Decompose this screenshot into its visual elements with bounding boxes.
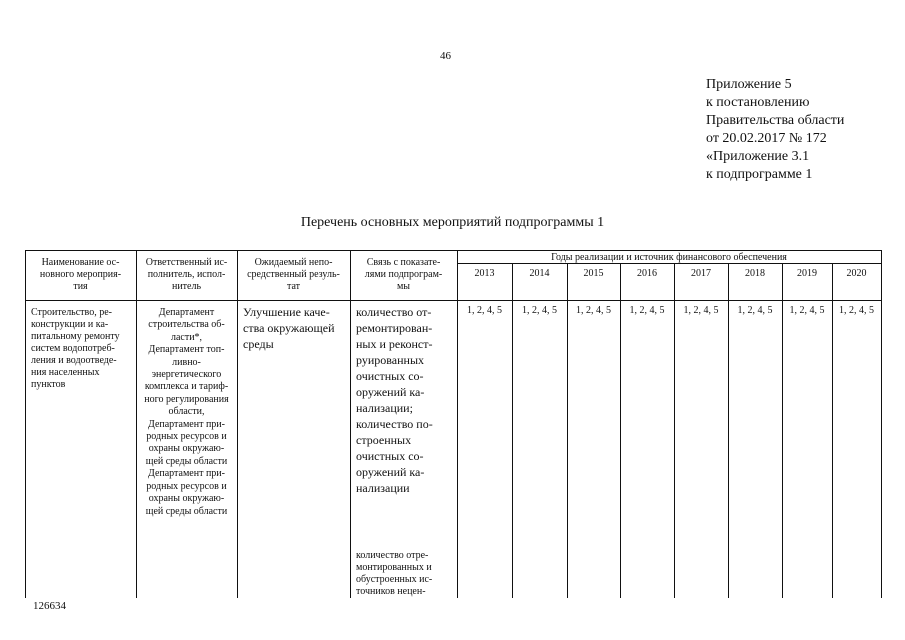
header-years-group: Годы реализации и источник финансового обеспечения [551,252,787,263]
header-expected-result: Ожидаемый непо- средственный резуль- тат [247,257,340,292]
table-header-separator [25,300,881,301]
appendix-line: к постановлению [706,95,810,110]
row-expected-result: Улучшение каче- ства окружающей среды [243,305,335,351]
row-indicators-link-more: количество отре- монтированных и обустроенных ис- точников нецен- [356,550,433,597]
table-border-right [881,250,882,598]
page-number: 46 [440,50,451,62]
appendix-block [706,76,844,184]
row-year-value-2016: 1, 2, 4, 5 [629,305,665,316]
header-year-2016: 2016 [637,268,657,279]
header-year-2015: 2015 [583,268,604,279]
table-column-line [457,250,458,598]
row-year-value-2019: 1, 2, 4, 5 [789,305,825,316]
header-responsible: Ответственный ис- полнитель, испол- нитель [145,257,228,292]
table-border-left [25,250,26,598]
row-year-value-2020: 1, 2, 4, 5 [839,305,874,316]
appendix-line: Правительства области [706,113,845,128]
header-activity-name: Наименование ос- новного мероприя- тия [39,257,122,292]
row-year-value-2017: 1, 2, 4, 5 [683,305,719,316]
row-year-value-2015: 1, 2, 4, 5 [576,305,611,316]
table-column-line [237,250,238,598]
table-border-top [25,250,881,251]
header-year-2017: 2017 [691,268,711,279]
table-column-line [350,250,351,598]
header-year-2014: 2014 [529,268,550,279]
header-indicators-link: Связь с показате- лями подпрограм- мы [364,257,443,292]
appendix-line: к подпрограмме 1 [706,167,813,182]
row-year-value-2018: 1, 2, 4, 5 [737,305,773,316]
row-activity-name: Строительство, ре- конструкции и ка- питальному ремонту систем водопотреб- ления и водоотведе- ния населенных пунктов [31,307,120,390]
header-year-2019: 2019 [797,268,817,279]
header-year-2013: 2013 [474,268,495,279]
row-year-value-2014: 1, 2, 4, 5 [522,305,557,316]
document-code: 126634 [33,600,66,612]
row-indicators-link: количество от- ремонтирован- ных и реконст- руированных очистных со- оружений ка- нализации; количество по- строенных очистных со- оружений ка- нализации [356,305,433,495]
row-year-value-2013: 1, 2, 4, 5 [467,305,502,316]
appendix-line: Приложение 5 [706,77,792,92]
row-responsible: Департамент строительства об- ласти*, Департамент топ- ливно- энергетического комплекса и тариф- ного регулирования области, Департамент при- родных ресурсов и охраны окружаю- щей среды области Департамент при- родных ресурсов и охраны окружаю- щей среды области [144,307,229,517]
header-year-2018: 2018 [745,268,765,279]
appendix-line: «Приложение 3.1 [706,149,810,164]
appendix-line: от 20.02.2017 № 172 [706,131,827,146]
header-year-2020: 2020 [846,268,867,279]
document-title: Перечень основных мероприятий подпрограммы 1 [300,215,605,230]
